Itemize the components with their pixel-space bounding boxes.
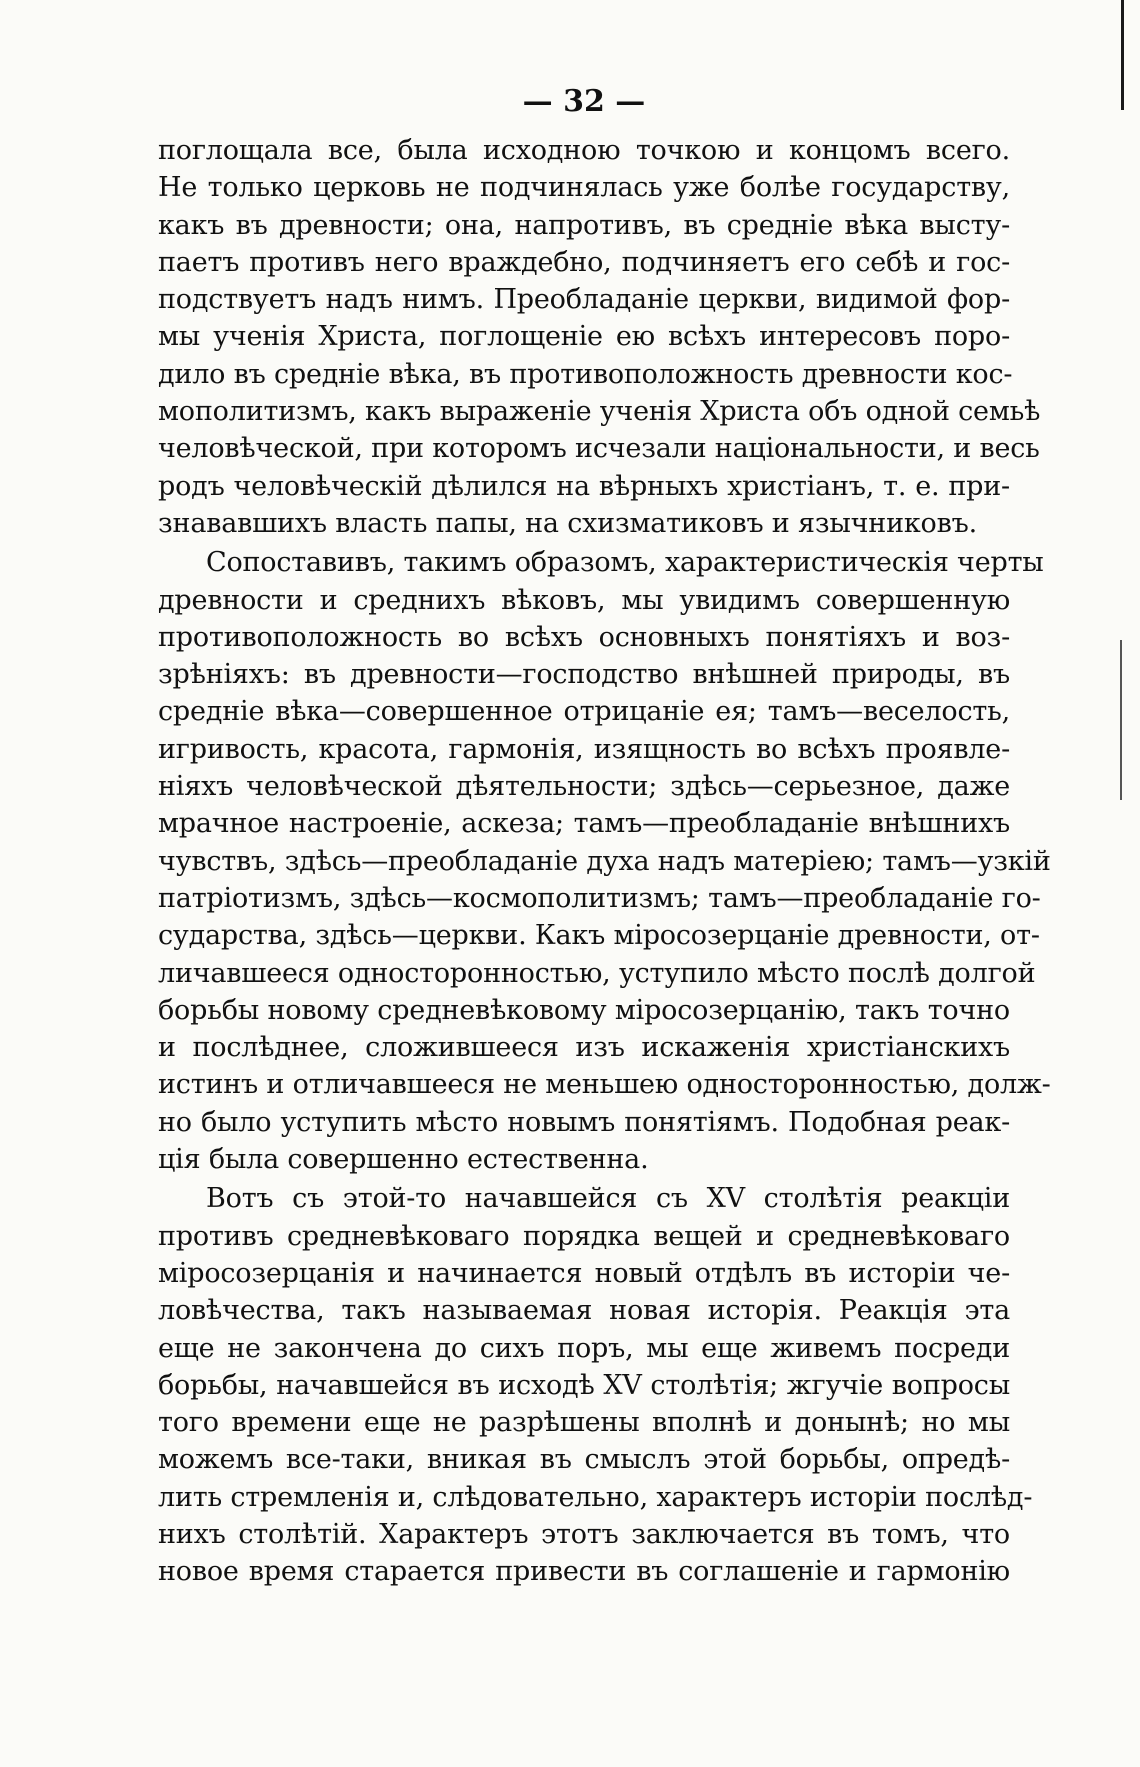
text-line: борьбы, начавшейся въ исходѣ XV столѣтія; жгучіе вопросы [158, 1369, 1010, 1401]
text-line: противоположность во всѣхъ основныхъ понятіяхъ и воз- [158, 621, 1010, 653]
text-line: и послѣднее, сложившееся изъ искаженія христіанскихъ [158, 1032, 1010, 1064]
text-line: паетъ противъ него враждебно, подчиняетъ его себѣ и гос- [158, 246, 1010, 278]
text-line: ловѣчества, такъ называемая новая исторія. Реакція эта [158, 1295, 1010, 1327]
text-line: борьбы новому средневѣковому міросозерцанію, такъ точно [158, 994, 1010, 1026]
text-line: истинъ и отличавшееся не меньшею односторонностью, долж- [158, 1069, 1051, 1101]
text-line: дило въ средніе вѣка, въ противоположность древности кос- [158, 358, 1013, 390]
text-line: мы ученія Христа, поглощеніе ею всѣхъ интересовъ поро- [158, 321, 1010, 353]
scan-edge-mark [1120, 640, 1122, 800]
text-line: Не только церковь не подчинялась уже болѣе государству, [158, 172, 1010, 204]
text-line: ція была совершенно естественна. [158, 1144, 649, 1176]
text-line: противъ средневѣковаго порядка вещей и средневѣковаго [158, 1220, 1010, 1252]
text-line: знававшихъ власть папы, на схизматиковъ и язычниковъ. [158, 507, 977, 539]
text-line: Сопоставивъ, такимъ образомъ, характеристическія черты [206, 547, 1044, 579]
text-line: сударства, здѣсь—церкви. Какъ міросозерцаніе древности, от- [158, 920, 1040, 952]
text-line: какъ въ древности; она, напротивъ, въ средніе вѣка высту- [158, 209, 1010, 241]
text-line: лить стремленія и, слѣдовательно, характеръ исторіи послѣд- [158, 1481, 1033, 1513]
page-number: — 32 — [522, 84, 646, 119]
text-line: нихъ столѣтій. Характеръ этотъ заключается въ томъ, что [158, 1518, 1010, 1550]
text-line: новое время старается привести въ соглашеніе и гармонію [158, 1556, 1010, 1588]
text-line: патріотизмъ, здѣсь—космополитизмъ; тамъ—преобладаніе го- [158, 882, 1041, 914]
text-line: человѣческой, при которомъ исчезали національности, и весь [158, 433, 1040, 465]
text-line: того времени еще не разрѣшены вполнѣ и донынѣ; но мы [158, 1407, 1010, 1439]
text-line: еще не закончена до сихъ поръ, мы еще живемъ посреди [158, 1332, 1010, 1364]
text-line: поглощала все, была исходною точкою и концомъ всего. [158, 135, 1010, 166]
paragraph-2 [158, 544, 1051, 1178]
text-line: но было уступить мѣсто новымъ понятіямъ. Подобная реак- [158, 1106, 1010, 1138]
text-line: мрачное настроеніе, аскеза; тамъ—преобладаніе внѣшнихъ [158, 808, 1010, 840]
paragraph-1 [158, 132, 1041, 542]
text-line: личавшееся односторонностью, уступило мѣсто послѣ долгой [158, 957, 1036, 989]
text-line: средніе вѣка—совершенное отрицаніе ея; тамъ—веселость, [158, 696, 1010, 728]
text-line: древности и среднихъ вѣковъ, мы увидимъ совершенную [158, 584, 1010, 616]
text-line: зрѣніяхъ: въ древности—господство внѣшней природы, въ [158, 659, 1010, 691]
text-line: можемъ все-таки, вникая въ смыслъ этой борьбы, опредѣ- [158, 1444, 1010, 1476]
paragraph-3 [158, 1180, 1033, 1590]
text-line: ніяхъ человѣческой дѣятельности; здѣсь—серьезное, даже [158, 771, 1010, 803]
text-line: чувствъ, здѣсь—преобладаніе духа надъ матеріею; тамъ—узкій [158, 845, 1051, 877]
text-line: мополитизмъ, какъ выраженіе ученія Христа объ одной семьѣ [158, 396, 1041, 428]
scan-edge-mark [1121, 0, 1124, 110]
text-line: Вотъ съ этой-то начавшейся съ XV столѣтія реакціи [206, 1183, 1010, 1215]
text-line: міросозерцанія и начинается новый отдѣлъ въ исторіи че- [158, 1257, 1010, 1289]
book-page [158, 82, 1051, 1591]
text-line: подствуетъ надъ нимъ. Преобладаніе церкви, видимой фор- [158, 284, 1010, 316]
text-line: игривость, красота, гармонія, изящность во всѣхъ проявле- [158, 733, 1010, 765]
text-line: родъ человѣческій дѣлился на вѣрныхъ христіанъ, т. е. при- [158, 470, 1010, 502]
